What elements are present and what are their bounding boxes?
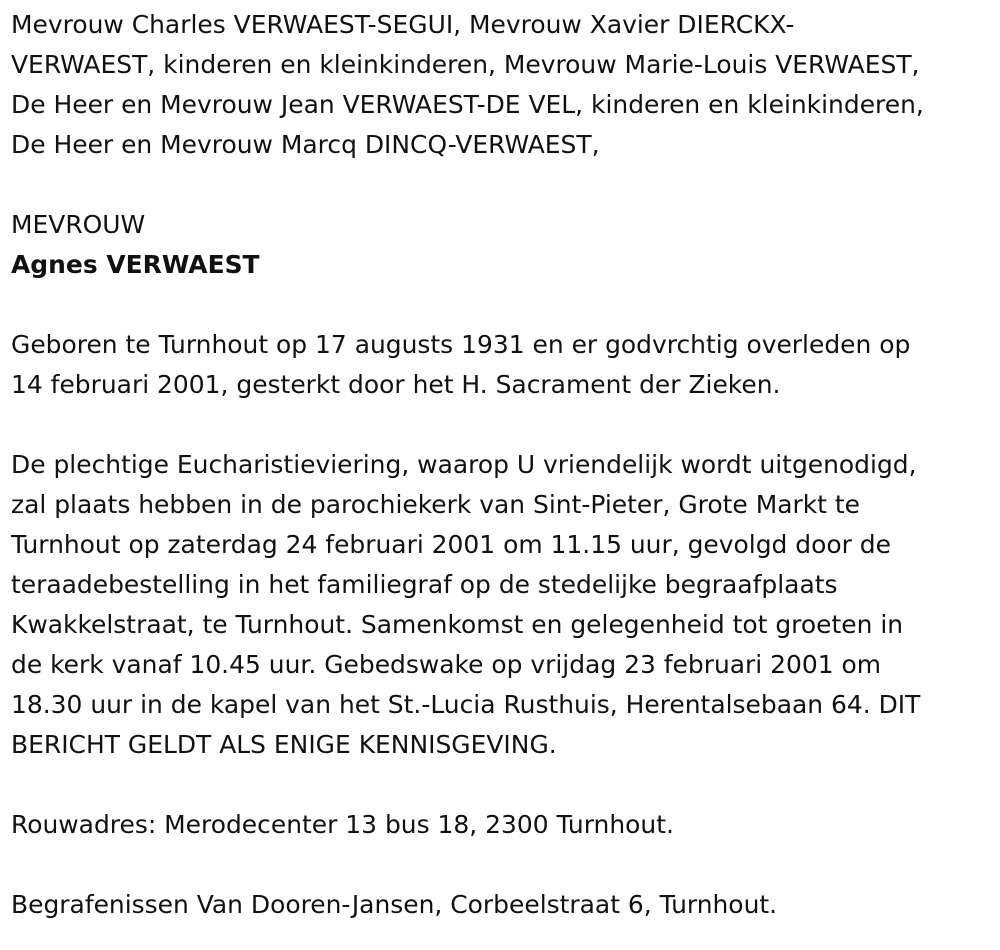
ceremony-line: De plechtige Eucharistieviering, waarop U vriendelijk wordt uitgenodigd,: [11, 450, 917, 479]
family-line: Mevrouw Charles VERWAEST-SEGUI, Mevrouw Xavier DIERCKX-: [11, 10, 795, 39]
spacer: [11, 845, 991, 885]
deceased-title: MEVROUW: [11, 210, 146, 239]
ceremony-line: 18.30 uur in de kapel van het St.-Lucia Rusthuis, Herentalsebaan 64. DIT: [11, 690, 921, 719]
spacer: [11, 165, 991, 205]
family-line: De Heer en Mevrouw Marcq DINCQ-VERWAEST,: [11, 130, 600, 159]
family-line: VERWAEST, kinderen en kleinkinderen, Mevrouw Marie-Louis VERWAEST,: [11, 50, 920, 79]
funeral-home: Begrafenissen Van Dooren-Jansen, Corbeelstraat 6, Turnhout.: [11, 890, 778, 919]
birth-death-line: 14 februari 2001, gesterkt door het H. Sacrament der Zieken.: [11, 370, 781, 399]
ceremony-paragraph: [11, 445, 991, 765]
birth-death-paragraph: [11, 325, 991, 405]
ceremony-line: zal plaats hebben in de parochiekerk van Sint-Pieter, Grote Markt te: [11, 490, 861, 519]
spacer: [11, 765, 991, 805]
family-line: De Heer en Mevrouw Jean VERWAEST-DE VEL, kinderen en kleinkinderen,: [11, 90, 924, 119]
ceremony-line: Kwakkelstraat, te Turnhout. Samenkomst en gelegenheid tot groeten in: [11, 610, 904, 639]
deceased-name: Agnes VERWAEST: [11, 250, 260, 279]
mourning-address-paragraph: [11, 805, 991, 845]
mourning-address: Rouwadres: Merodecenter 13 bus 18, 2300 Turnhout.: [11, 810, 674, 839]
obituary-notice: [11, 5, 991, 925]
ceremony-line: BERICHT GELDT ALS ENIGE KENNISGEVING.: [11, 730, 557, 759]
ceremony-line: teraadebestelling in het familiegraf op de stedelijke begraafplaats: [11, 570, 838, 599]
family-paragraph: [11, 5, 991, 165]
spacer: [11, 285, 991, 325]
birth-death-line: Geboren te Turnhout op 17 augusts 1931 en er godvrchtig overleden op: [11, 330, 911, 359]
ceremony-line: Turnhout op zaterdag 24 februari 2001 om 11.15 uur, gevolgd door de: [11, 530, 891, 559]
spacer: [11, 405, 991, 445]
funeral-home-paragraph: [11, 885, 991, 925]
ceremony-line: de kerk vanaf 10.45 uur. Gebedswake op vrijdag 23 februari 2001 om: [11, 650, 882, 679]
deceased-heading: [11, 205, 991, 285]
